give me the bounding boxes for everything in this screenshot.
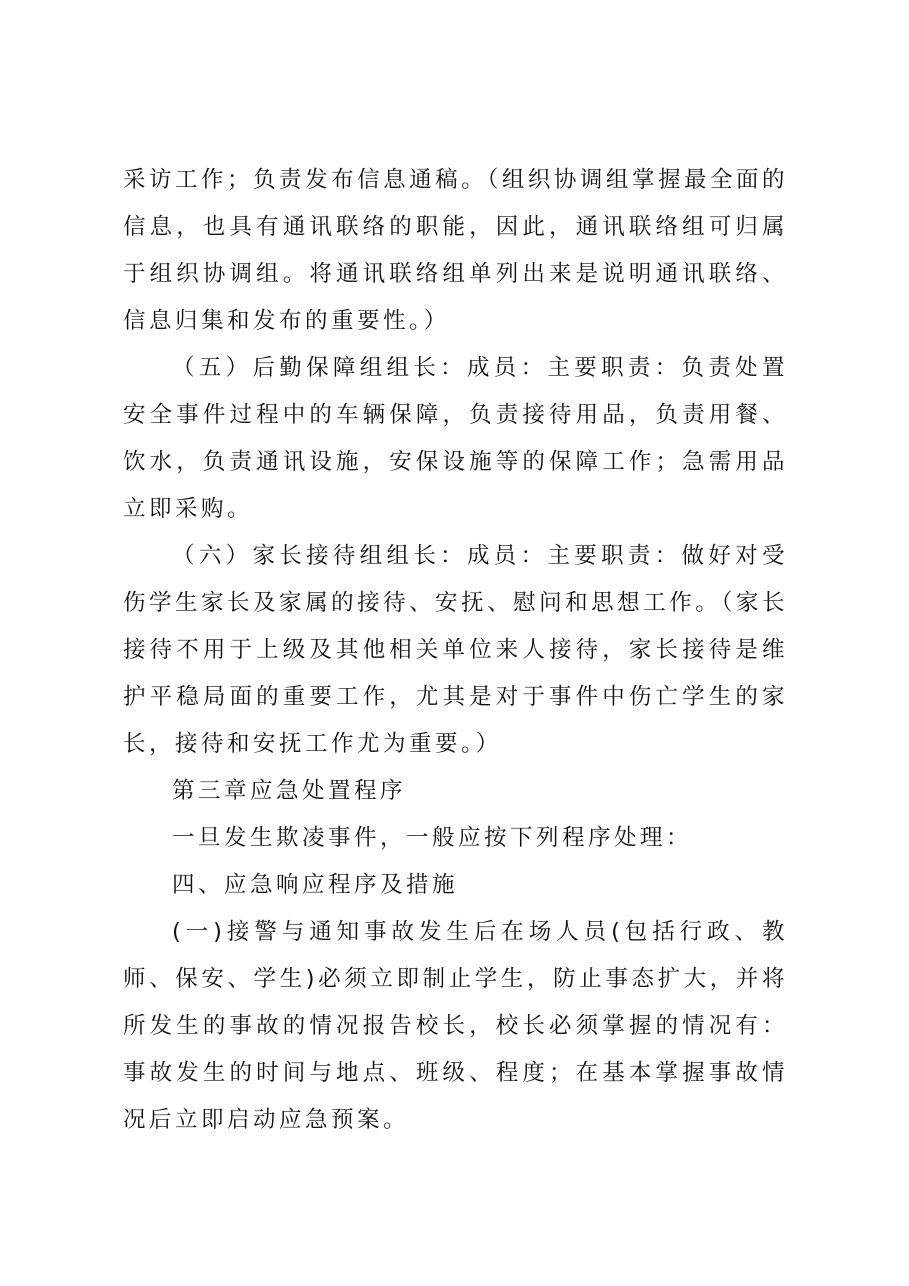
section-heading: 四、应急响应程序及措施 bbox=[172, 872, 459, 898]
paragraph-procedure-intro: 一旦发生欺凌事件，一般应按下列程序处理： bbox=[172, 825, 693, 851]
document-body bbox=[123, 157, 788, 1144]
paragraph-continued-liaison: 采访工作；负责发布信息通稿。（组织协调组掌握最全面的信息，也具有通讯联络的职能，因此，通讯联络组可归属于组织协调组。将通讯联络组单列出来是说明通讯联络、信息归集和发布的重要性。） bbox=[123, 167, 788, 334]
chapter-heading: 第三章应急处置程序 bbox=[172, 778, 407, 804]
paragraph-logistics-group: （五）后勤保障组组长：成员：主要职责：负责处置安全事件过程中的车辆保障，负责接待用品，负责用餐、饮水，负责通讯设施，安保设施等的保障工作；急需用品立即采购。 bbox=[123, 355, 788, 522]
paragraph-alarm-notification: (一)接警与通知事故发生后在场人员(包括行政、教师、保安、学生)必须立即制止学生，防止事态扩大，并将所发生的事故的情况报告校长，校长必须掌握的情况有：事故发生的时间与地点、班级、程度；在基本掌握事故情况后立即启动应急预案。 bbox=[123, 919, 788, 1133]
paragraph-parent-reception-group: （六）家长接待组组长：成员：主要职责：做好对受伤学生家长及家属的接待、安抚、慰问和思想工作。（家长接待不用于上级及其他相关单位来人接待，家长接待是维护平稳局面的重要工作，尤其是对于事件中伤亡学生的家长，接待和安抚工作尤为重要。） bbox=[123, 543, 788, 757]
